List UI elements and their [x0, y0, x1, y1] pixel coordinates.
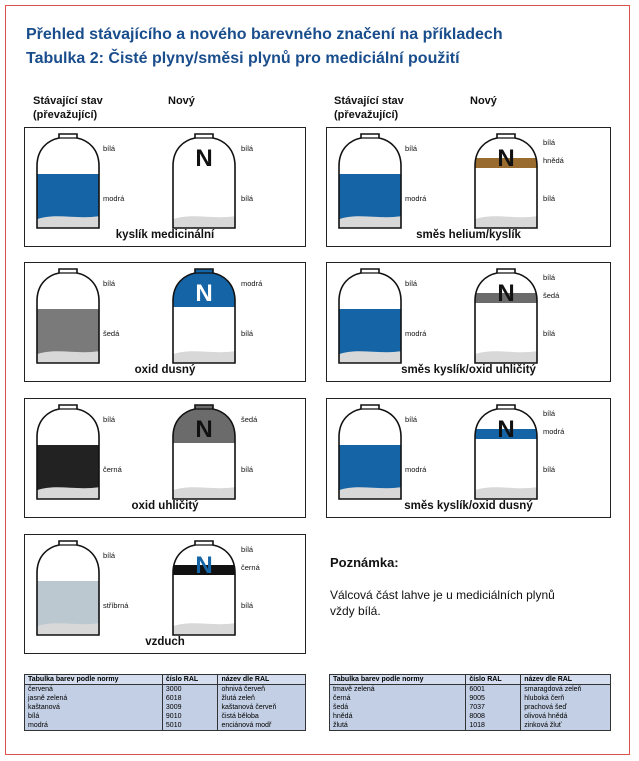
table-header: název dle RAL [218, 675, 306, 685]
color-label: bílá [543, 465, 556, 474]
color-label: bílá [103, 279, 116, 288]
color-label: modrá [405, 329, 427, 338]
color-label: šedá [103, 329, 120, 338]
table-cell: 9010 [162, 712, 218, 721]
color-label: bílá [543, 409, 556, 418]
table-header: číslo RAL [466, 675, 521, 685]
table-row [25, 712, 306, 721]
new-cylinder [473, 267, 539, 365]
table-row [330, 721, 611, 731]
color-label: modrá [103, 194, 125, 203]
color-label: modrá [241, 279, 263, 288]
gas-example-box [326, 127, 611, 247]
table-cell: hluboká čerň [524, 695, 565, 702]
gas-example-box [24, 127, 306, 247]
gas-example-box [24, 398, 306, 518]
new-cylinder [171, 539, 237, 637]
table-cell: bílá [25, 712, 163, 721]
table-cell: čistá běloba [221, 713, 259, 720]
gas-name: vzduch [145, 636, 185, 648]
gas-name: oxid dusný [134, 364, 196, 376]
table-row [330, 694, 611, 703]
table-cell: černá [330, 694, 466, 703]
table-cell: zinková žluť [524, 722, 562, 729]
gas-example-box [24, 262, 306, 382]
color-label: bílá [543, 194, 556, 203]
cylinder-n-marking: N [497, 416, 515, 443]
color-label: bílá [241, 329, 254, 338]
table-cell: hnědá [330, 712, 466, 721]
current-header-left: Stávající stav (převažující) [33, 95, 103, 121]
gas-example-box [24, 534, 306, 654]
color-label: bílá [543, 329, 556, 338]
table-cell: kaštanová [25, 703, 163, 712]
ral-table-left [24, 674, 306, 731]
table-cell: 6018 [162, 694, 218, 703]
new-cylinder [473, 403, 539, 501]
table-row [330, 712, 611, 721]
table-header: číslo RAL [162, 675, 218, 685]
color-label: bílá [241, 144, 254, 153]
old-cylinder [337, 403, 403, 501]
color-label: černá [103, 465, 122, 474]
table-cell: prachová šeď [524, 704, 567, 711]
gas-name: kyslík medicinální [115, 229, 215, 241]
table-row [25, 721, 306, 731]
old-cylinder [337, 267, 403, 365]
table-cell: tmavě zelená [330, 685, 466, 695]
color-label: bílá [405, 144, 418, 153]
table-cell: 9005 [466, 694, 521, 703]
color-label: bílá [543, 138, 556, 147]
color-label: bílá [103, 144, 116, 153]
table-cell: enciánová modř [221, 722, 272, 729]
table-cell: 3009 [162, 703, 218, 712]
ral-table-right [329, 674, 611, 731]
table-cell: 3000 [162, 685, 218, 695]
cylinder-n-marking: N [195, 145, 213, 172]
table-cell: ohnivá červeň [221, 686, 266, 693]
color-label: bílá [103, 415, 116, 424]
new-cylinder [171, 132, 237, 230]
color-label: bílá [405, 279, 418, 288]
gas-name: směs kyslík/oxid dusný [404, 500, 533, 512]
cylinder-n-marking: N [497, 280, 515, 307]
old-cylinder [35, 539, 101, 637]
table-row [25, 685, 306, 695]
new-cylinder [473, 132, 539, 230]
color-label: bílá [241, 194, 254, 203]
table-row [25, 694, 306, 703]
note-text: Válcová část lahve je u mediciálních plynů vždy bílá. [330, 588, 555, 618]
table-cell: červená [25, 685, 163, 695]
table-cell: modrá [25, 721, 163, 731]
gas-name: směs kyslík/oxid uhličitý [401, 364, 536, 376]
table-row [330, 703, 611, 712]
cylinder-n-marking: N [195, 416, 213, 443]
table-cell: 1018 [466, 721, 521, 731]
new-header-left: Nový [168, 95, 195, 107]
color-label: modrá [405, 465, 427, 474]
color-label: bílá [241, 601, 254, 610]
table-cell: kaštanová červeň [221, 704, 277, 711]
table-cell: 5010 [162, 721, 218, 731]
color-label: bílá [543, 273, 556, 282]
color-label: modrá [405, 194, 427, 203]
table-header: Tabulka barev podle normy [25, 675, 163, 685]
page-title: Přehled stávajícího a nového barevného značení na příkladech [26, 26, 503, 43]
table-cell: šedá [330, 703, 466, 712]
color-label: bílá [405, 415, 418, 424]
old-cylinder [35, 267, 101, 365]
gas-name: směs helium/kyslík [416, 229, 521, 241]
table-header: název dle RAL [521, 675, 611, 685]
gas-example-box [326, 398, 611, 518]
new-cylinder [171, 403, 237, 501]
gas-example-box [326, 262, 611, 382]
table-cell: smaragdová zeleň [524, 686, 582, 693]
color-label: černá [241, 563, 260, 572]
old-cylinder [35, 403, 101, 501]
cylinder-n-marking: N [497, 145, 515, 172]
table-cell: 6001 [466, 685, 521, 695]
color-label: šedá [543, 291, 560, 300]
color-label: bílá [241, 465, 254, 474]
gas-name: oxid uhličitý [131, 500, 199, 512]
old-cylinder [337, 132, 403, 230]
table-cell: olivová hnědá [524, 713, 568, 720]
table-cell: jasně zelená [25, 694, 163, 703]
table-cell: žlutá [330, 721, 466, 731]
color-label: stříbrná [103, 601, 129, 610]
color-label: bílá [241, 545, 254, 554]
table-row [330, 685, 611, 695]
color-label: hnědá [543, 156, 564, 165]
color-label: modrá [543, 427, 565, 436]
color-label: šedá [241, 415, 258, 424]
table-header: Tabulka barev podle normy [330, 675, 466, 685]
table-cell: 7037 [466, 703, 521, 712]
new-header-right: Nový [470, 95, 497, 107]
table-cell: žlutá zeleň [221, 695, 255, 702]
note-title: Poznámka: [330, 555, 399, 570]
cylinder-n-marking: N [195, 552, 213, 579]
color-label: bílá [103, 551, 116, 560]
new-cylinder [171, 267, 237, 365]
table-cell: 8008 [466, 712, 521, 721]
cylinder-n-marking: N [195, 280, 213, 307]
table-row [25, 703, 306, 712]
current-header-right: Stávající stav (převažující) [334, 95, 404, 121]
table-title: Tabulka 2: Čisté plyny/směsi plynů pro mediciální použití [26, 50, 460, 67]
old-cylinder [35, 132, 101, 230]
